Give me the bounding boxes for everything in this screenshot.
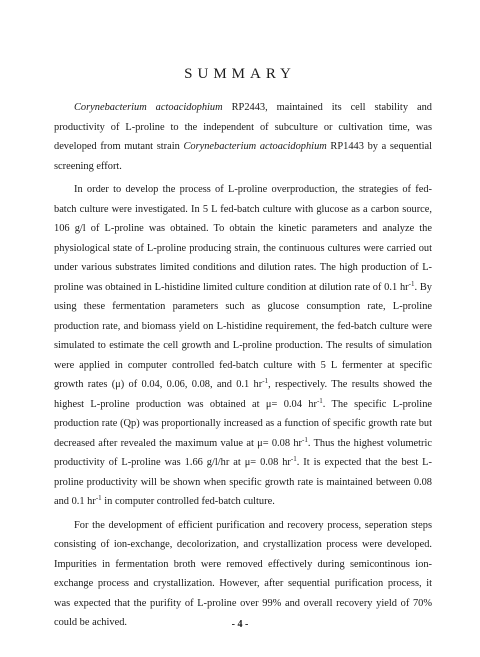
superscript: -1 [408,279,415,288]
text-run: . By using these fermentation parameters such as glucose consumption rate, L-proline production rate, and biomass yield on L-histidine requirement, the fed-batch culture were simulated to estimate the cell growth and L-proline production. The results of simulation were applied in computer controlled fed-batch culture with 5 L fermenter at specific growth rates (μ) of 0.04, 0.06, 0.08, and 0.1 hr [54,281,432,390]
superscript: -1 [95,494,102,502]
superscript: -1 [316,396,323,405]
text-run: in computer controlled fed-batch culture. [101,496,275,507]
paragraph [54,98,432,176]
text-run: RP2443, maintained its cell stability and productivity of L-proline to the independent of subculture or cultivation time, was developed from mutant strain [54,102,432,152]
text-run: . The specific L-proline production rate (Qp) was proportionally increased as a function of specific growth rate but decreased after revealed the maximum value at μ= 0.08 hr [54,398,432,449]
text-run: . It is expected that the best L-proline productivity will be shown when specific growth rate is maintained between 0.08 and 0.1 hr [54,457,432,507]
superscript: -1 [290,455,297,463]
superscript: -1 [302,435,308,444]
paragraph [54,516,432,633]
text-run: In order to develop the process of L-proline overproduction, the strategies of fed-batch culture were investigated. In 5 L fed-batch culture with glucose as a carbon source, 106 g/l of L-proline was obtained. To obtain the kinetic parameters and analyze the physiological state of L-proline producing strain, the continuous cultures were carried out under various substrates limited conditions and dilution rates. The high production of L-proline was obtained in L-histidine limited culture condition at dilution rate of 0.1 hr [54,184,432,293]
summary-body [54,98,432,637]
text-run: RP1443 by a sequential screening effort. [54,141,432,172]
text-run: . Thus the highest volumetric productivity of L-proline was 1.66 g/l/hr at μ= 0.08 hr [54,437,432,468]
species-name: Corynebacterium actoacidophium [183,141,327,152]
page-title: SUMMARY [184,66,296,82]
species-name: Corynebacterium actoacidophium [74,102,223,113]
text-run: , respectively. The results showed the highest L-proline production was obtained at μ= 0.04 hr [54,379,432,410]
paragraph [54,180,432,512]
superscript: -1 [262,377,269,385]
page-number: - 4 - [231,619,249,630]
text-run: For the development of efficient purification and recovery process, seperation steps consisting of ion-exchange, decolorization, and crystallization process were developed. Impurities in fermentation broth were removed effectively during semicontinous ion-exchange process and crystallization. However, after sequential purification process, it was expected that the purifity of L-proline over 99% and overall recovery yield of 70% could be achived. [54,519,432,628]
